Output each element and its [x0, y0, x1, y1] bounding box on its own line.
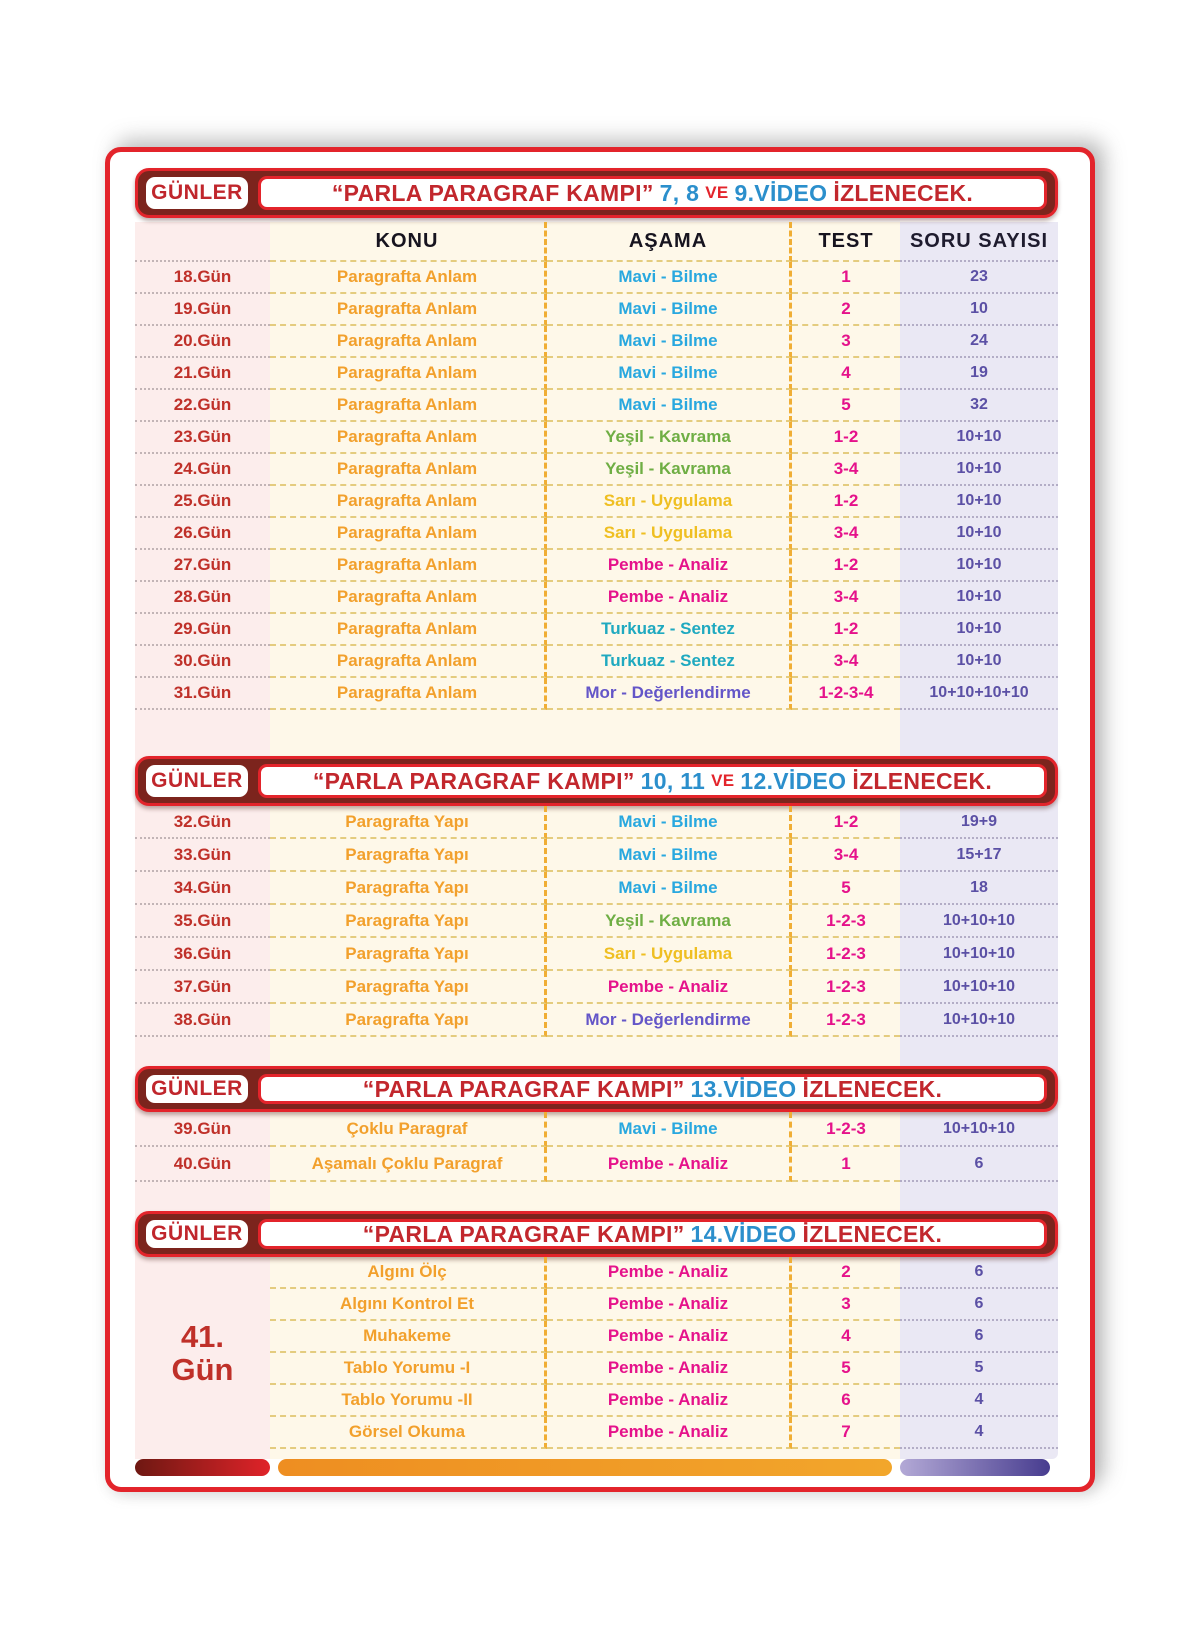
merged-day-line: 41.	[180, 1318, 225, 1354]
test-cell: 1-2-3	[792, 1112, 900, 1147]
table-row	[135, 905, 1058, 938]
table-row	[135, 1147, 1058, 1182]
day-cell: 20.Gün	[135, 326, 270, 358]
test-cell: 5	[792, 872, 900, 905]
day-cell: 29.Gün	[135, 614, 270, 646]
table-row	[135, 294, 1058, 326]
day-cell: 31.Gün	[135, 678, 270, 710]
table-row	[135, 486, 1058, 518]
gunler-badge: GÜNLER	[146, 765, 248, 797]
test-cell: 4	[792, 358, 900, 390]
konu-cell: Paragrafta Anlam	[270, 358, 547, 390]
section-title-banner	[258, 176, 1047, 210]
title-part: İZLENECEK.	[852, 767, 993, 794]
test-cell: 1-2	[792, 806, 900, 839]
konu-cell: Paragrafta Anlam	[270, 582, 547, 614]
test-cell: 1	[792, 262, 900, 294]
asama-cell: Pembe - Analiz	[547, 550, 792, 582]
asama-cell: Turkuaz - Sentez	[547, 614, 792, 646]
soru-cell: 6	[900, 1321, 1058, 1353]
day-cell: 28.Gün	[135, 582, 270, 614]
soru-cell: 5	[900, 1353, 1058, 1385]
soru-cell: 10+10	[900, 518, 1058, 550]
konu-cell: Paragrafta Anlam	[270, 326, 547, 358]
day-cell: 37.Gün	[135, 971, 270, 1004]
soru-cell: 18	[900, 872, 1058, 905]
konu-cell: Paragrafta Yapı	[270, 839, 547, 872]
gunler-badge: GÜNLER	[146, 177, 248, 209]
soru-cell: 4	[900, 1385, 1058, 1417]
asama-cell: Pembe - Analiz	[547, 971, 792, 1004]
day-cell: 27.Gün	[135, 550, 270, 582]
asama-cell: Mor - Değerlendirme	[547, 1004, 792, 1037]
konu-cell: Çoklu Paragraf	[270, 1112, 547, 1147]
table-row	[135, 358, 1058, 390]
soru-column-header: SORU SAYISI	[900, 222, 1058, 262]
soru-cell: 10+10	[900, 646, 1058, 678]
table-row	[135, 614, 1058, 646]
title-part: VE	[705, 183, 729, 202]
asama-cell: Sarı - Uygulama	[547, 938, 792, 971]
soru-cell: 10+10+10	[900, 1004, 1058, 1037]
test-cell: 1-2-3-4	[792, 678, 900, 710]
table-row	[270, 1321, 1058, 1353]
asama-cell: Sarı - Uygulama	[547, 518, 792, 550]
day-cell: 19.Gün	[135, 294, 270, 326]
section-header	[135, 168, 1058, 218]
gunler-badge: GÜNLER	[146, 1220, 248, 1248]
test-cell: 1-2	[792, 486, 900, 518]
table-row	[135, 518, 1058, 550]
test-cell: 5	[792, 1353, 900, 1385]
konu-cell: Paragrafta Anlam	[270, 550, 547, 582]
test-cell: 2	[792, 294, 900, 326]
soru-cell: 15+17	[900, 839, 1058, 872]
asama-cell: Turkuaz - Sentez	[547, 646, 792, 678]
table-row	[135, 678, 1058, 710]
asama-cell: Pembe - Analiz	[547, 1147, 792, 1182]
day-cell: 40.Gün	[135, 1147, 270, 1182]
test-column-header: TEST	[792, 222, 900, 262]
konu-cell: Paragrafta Yapı	[270, 971, 547, 1004]
asama-column-header: AŞAMA	[547, 222, 792, 262]
test-cell: 1-2-3	[792, 938, 900, 971]
asama-cell: Mavi - Bilme	[547, 390, 792, 422]
title-part: “PARLA PARAGRAF KAMPI”	[331, 179, 654, 206]
test-cell: 3	[792, 326, 900, 358]
asama-cell: Mavi - Bilme	[547, 358, 792, 390]
table-row	[135, 454, 1058, 486]
asama-cell: Pembe - Analiz	[547, 1353, 792, 1385]
test-cell: 1-2	[792, 550, 900, 582]
soru-cell: 4	[900, 1417, 1058, 1449]
konu-cell: Paragrafta Anlam	[270, 262, 547, 294]
table-row	[135, 326, 1058, 358]
soru-cell: 32	[900, 390, 1058, 422]
section-title-banner	[258, 1219, 1047, 1249]
title-part: İZLENECEK.	[802, 1075, 943, 1102]
footer-bars	[135, 1459, 1058, 1476]
title-part: VE	[711, 771, 735, 790]
konu-cell: Paragrafta Anlam	[270, 454, 547, 486]
section-header	[135, 1066, 1058, 1112]
day-cell: 30.Gün	[135, 646, 270, 678]
soru-cell: 10+10+10	[900, 1112, 1058, 1147]
title-part: “PARLA PARAGRAF KAMPI”	[362, 1220, 685, 1247]
merged-rows-column	[270, 1257, 1058, 1449]
asama-cell: Mavi - Bilme	[547, 806, 792, 839]
konu-cell: Paragrafta Yapı	[270, 905, 547, 938]
title-part: İZLENECEK.	[833, 179, 974, 206]
soru-cell: 10+10+10	[900, 905, 1058, 938]
konu-cell: Paragrafta Anlam	[270, 294, 547, 326]
konu-cell: Muhakeme	[270, 1321, 547, 1353]
table-row	[135, 938, 1058, 971]
soru-cell: 6	[900, 1147, 1058, 1182]
konu-cell: Tablo Yorumu -I	[270, 1353, 547, 1385]
title-part: 9.VİDEO	[734, 179, 828, 206]
test-cell: 3-4	[792, 582, 900, 614]
asama-cell: Pembe - Analiz	[547, 1257, 792, 1289]
table-row	[135, 839, 1058, 872]
day-column-header	[135, 222, 270, 262]
konu-cell: Paragrafta Yapı	[270, 872, 547, 905]
test-cell: 3-4	[792, 839, 900, 872]
test-cell: 3-4	[792, 646, 900, 678]
table-row	[135, 646, 1058, 678]
konu-cell: Aşamalı Çoklu Paragraf	[270, 1147, 547, 1182]
soru-cell: 10+10	[900, 550, 1058, 582]
title-part: “PARLA PARAGRAF KAMPI”	[362, 1075, 685, 1102]
day-cell: 33.Gün	[135, 839, 270, 872]
merged-day-cell	[135, 1257, 270, 1449]
section-title-banner	[258, 1074, 1047, 1104]
title-part: 13.VİDEO	[690, 1075, 797, 1102]
soru-cell: 10+10	[900, 422, 1058, 454]
test-cell: 3	[792, 1289, 900, 1321]
table-row	[135, 262, 1058, 294]
konu-cell: Paragrafta Anlam	[270, 390, 547, 422]
soru-cell: 24	[900, 326, 1058, 358]
table-row	[135, 806, 1058, 839]
konu-cell: Paragrafta Anlam	[270, 422, 547, 454]
asama-cell: Mor - Değerlendirme	[547, 678, 792, 710]
konu-cell: Paragrafta Yapı	[270, 938, 547, 971]
section-header	[135, 1211, 1058, 1257]
konu-cell: Paragrafta Anlam	[270, 646, 547, 678]
soru-cell: 6	[900, 1289, 1058, 1321]
asama-cell: Mavi - Bilme	[547, 1112, 792, 1147]
asama-cell: Mavi - Bilme	[547, 326, 792, 358]
test-cell: 3-4	[792, 454, 900, 486]
schedule-table	[135, 168, 1058, 1476]
title-part: 12.VİDEO	[740, 767, 847, 794]
test-cell: 2	[792, 1257, 900, 1289]
merged-day-line: Gün	[171, 1352, 234, 1387]
day-cell: 24.Gün	[135, 454, 270, 486]
day-cell: 39.Gün	[135, 1112, 270, 1147]
table-row	[135, 422, 1058, 454]
test-cell: 1-2-3	[792, 971, 900, 1004]
asama-cell: Mavi - Bilme	[547, 294, 792, 326]
asama-cell: Sarı - Uygulama	[547, 486, 792, 518]
column-header-row	[135, 222, 1058, 262]
soru-cell: 10+10	[900, 454, 1058, 486]
konu-cell: Paragrafta Anlam	[270, 518, 547, 550]
table-row	[270, 1257, 1058, 1289]
soru-cell: 23	[900, 262, 1058, 294]
table-row	[270, 1385, 1058, 1417]
table-row	[135, 582, 1058, 614]
table-row	[135, 1004, 1058, 1037]
konu-cell: Görsel Okuma	[270, 1417, 547, 1449]
asama-cell: Mavi - Bilme	[547, 872, 792, 905]
day-cell: 38.Gün	[135, 1004, 270, 1037]
day-cell: 23.Gün	[135, 422, 270, 454]
schedule-sheet	[105, 147, 1095, 1492]
asama-cell: Pembe - Analiz	[547, 1385, 792, 1417]
table-row	[135, 1112, 1058, 1147]
section-title-banner	[258, 764, 1047, 798]
gunler-badge: GÜNLER	[146, 1075, 248, 1103]
soru-cell: 19	[900, 358, 1058, 390]
konu-cell: Algını Ölç	[270, 1257, 547, 1289]
table-row	[270, 1417, 1058, 1449]
asama-cell: Mavi - Bilme	[547, 839, 792, 872]
konu-cell: Paragrafta Yapı	[270, 1004, 547, 1037]
test-cell: 7	[792, 1417, 900, 1449]
konu-cell: Paragrafta Anlam	[270, 486, 547, 518]
test-cell: 1-2	[792, 422, 900, 454]
day-cell: 22.Gün	[135, 390, 270, 422]
footer-bar-days	[135, 1459, 270, 1476]
soru-cell: 10+10+10	[900, 971, 1058, 1004]
konu-cell: Paragrafta Anlam	[270, 678, 547, 710]
day-cell: 32.Gün	[135, 806, 270, 839]
section-header	[135, 756, 1058, 806]
title-part: 10, 11	[640, 767, 706, 794]
asama-cell: Yeşil - Kavrama	[547, 422, 792, 454]
test-cell: 5	[792, 390, 900, 422]
asama-cell: Yeşil - Kavrama	[547, 454, 792, 486]
konu-cell: Paragrafta Yapı	[270, 806, 547, 839]
table-row	[270, 1353, 1058, 1385]
soru-cell: 19+9	[900, 806, 1058, 839]
test-cell: 1-2-3	[792, 905, 900, 938]
day-cell: 35.Gün	[135, 905, 270, 938]
title-part: 14.VİDEO	[690, 1220, 797, 1247]
table-row	[135, 550, 1058, 582]
asama-cell: Pembe - Analiz	[547, 582, 792, 614]
footer-bar-middle	[278, 1459, 892, 1476]
title-part: 7, 8	[659, 179, 700, 206]
test-cell: 6	[792, 1385, 900, 1417]
soru-cell: 10+10	[900, 582, 1058, 614]
asama-cell: Pembe - Analiz	[547, 1289, 792, 1321]
day-cell: 21.Gün	[135, 358, 270, 390]
footer-bar-soru	[900, 1459, 1050, 1476]
soru-cell: 6	[900, 1257, 1058, 1289]
title-part: “PARLA PARAGRAF KAMPI”	[312, 767, 635, 794]
table-row	[270, 1289, 1058, 1321]
konu-column-header: KONU	[270, 222, 547, 262]
konu-cell: Algını Kontrol Et	[270, 1289, 547, 1321]
day-cell: 25.Gün	[135, 486, 270, 518]
test-cell: 1	[792, 1147, 900, 1182]
test-cell: 3-4	[792, 518, 900, 550]
asama-cell: Pembe - Analiz	[547, 1417, 792, 1449]
day-cell: 18.Gün	[135, 262, 270, 294]
asama-cell: Mavi - Bilme	[547, 262, 792, 294]
soru-cell: 10+10+10+10	[900, 678, 1058, 710]
table-row	[135, 872, 1058, 905]
soru-cell: 10+10+10	[900, 938, 1058, 971]
asama-cell: Pembe - Analiz	[547, 1321, 792, 1353]
asama-cell: Yeşil - Kavrama	[547, 905, 792, 938]
soru-cell: 10	[900, 294, 1058, 326]
title-part: İZLENECEK.	[802, 1220, 943, 1247]
test-cell: 1-2	[792, 614, 900, 646]
table-row	[135, 971, 1058, 1004]
konu-cell: Tablo Yorumu -II	[270, 1385, 547, 1417]
merged-day-section	[135, 1257, 1058, 1449]
soru-cell: 10+10	[900, 486, 1058, 518]
konu-cell: Paragrafta Anlam	[270, 614, 547, 646]
table-row	[135, 390, 1058, 422]
day-cell: 36.Gün	[135, 938, 270, 971]
day-cell: 26.Gün	[135, 518, 270, 550]
test-cell: 4	[792, 1321, 900, 1353]
day-cell: 34.Gün	[135, 872, 270, 905]
soru-cell: 10+10	[900, 614, 1058, 646]
test-cell: 1-2-3	[792, 1004, 900, 1037]
